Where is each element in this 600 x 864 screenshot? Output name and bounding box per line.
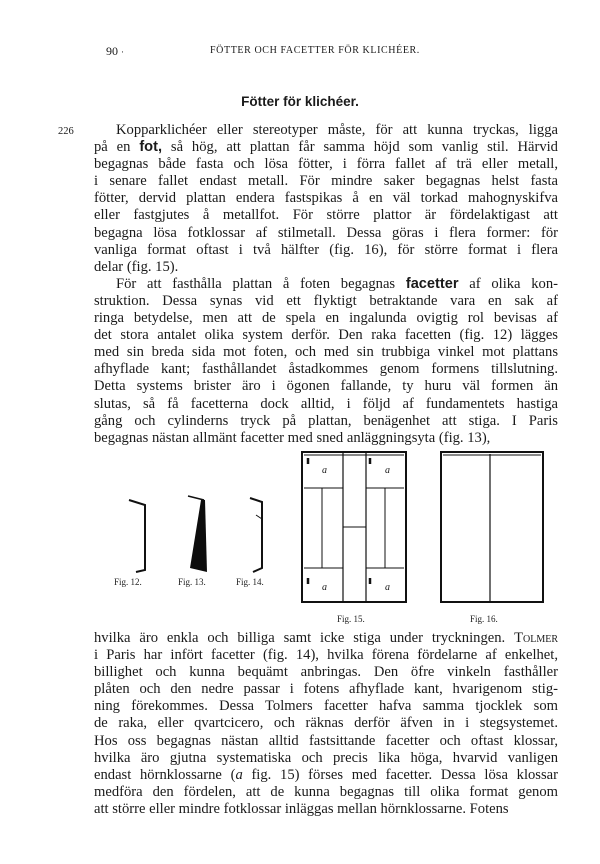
fig16-frame [441, 452, 543, 602]
text-line: delar (fig. 15). [94, 258, 179, 275]
fig12-caption: Fig. 12. [114, 577, 142, 587]
fig15-label-a-top-right: a [385, 465, 390, 476]
text-line: Kopparklichéer eller stereotyper måste, för att kunna tryckas, ligga [116, 122, 558, 138]
figure-12 [114, 500, 145, 587]
page-number: 90 · [106, 44, 124, 58]
fig15-label-a-bottom-left: a [322, 582, 327, 593]
text-line: på en fot, så hög, att plattan får samma höjd som vanlig stil. Härvid [94, 139, 558, 156]
text-line: med sin breda sida mot foten, och med sin trubbiga vinkel mot plattans [94, 344, 558, 361]
text-line: ringa betydelse, men att de spela en ingalunda ovigtig rol bevisas af [94, 310, 558, 327]
figure-14 [236, 498, 264, 587]
text-line: fötter, dervid plattan endera fastspikas å en väl torkad mahognyskifva [94, 190, 558, 207]
text-line: För att fasthålla plattan å foten begagnas facetter af olika kon- [116, 275, 558, 292]
text-line: medföra den fördelen, att de kunna begagnas till olika format genom [94, 783, 558, 800]
text-line: att större eller mindre fotklossar inläggas mellan hörnklossarne. Fotens [94, 800, 509, 817]
text-line: endast hörnklossarne (a fig. 15) förses med facetter. Dessa lösa klossar [94, 766, 558, 783]
text-line: struktion. Dessa synas vid ett flyktigt betraktande vara en sak af [94, 292, 558, 309]
text-line: hvilka äro enkla och billiga samt icke stiga under tryckningen. Tolmer [94, 630, 558, 646]
text-line: slutas, så få facetterna dock alltid, i följd af fundamentets hastiga [94, 395, 558, 412]
text-line: ning förekommes. Dessa Tolmers facetter hafva samma tjocklek som [94, 698, 558, 715]
paragraph-number: 226 [58, 126, 74, 137]
text-line: gång och cylinderns tryck på plattan, benägenhet att stiga. I Paris [94, 412, 558, 429]
fig15-caption: Fig. 15. [337, 614, 365, 624]
text-line: begagnas nästan allmänt facetter med sned anläggningsyta (fig. 13), [94, 429, 491, 446]
body-text-bottom [94, 630, 558, 818]
fig14-facet-outline [250, 498, 262, 572]
figure-13 [178, 496, 207, 587]
text-line: hvilka äro gjutna systematiska och precis lika höga, hvarvid vanligen [94, 749, 558, 766]
fig13-caption: Fig. 13. [178, 577, 206, 587]
text-line: de raka, eller qvartcicero, och räknas derför äfven in i stegsystemet. [94, 715, 558, 732]
text-line: plåten och den nedre passar i fotens afhyflade kant, hvarigenom stig- [94, 681, 558, 698]
section-title: Fötter för klichéer. [241, 94, 359, 109]
text-line: afhyflade kant; fasthållandet åstadkommes genom formens tillslutning. [94, 361, 558, 378]
text-line: Detta systems brister äro i ögonen fallande, ty huru väl formen än [94, 378, 558, 395]
fig15-label-a-bottom-right: a [385, 582, 390, 593]
text-line: billighet och kunna bequämt anbringas. Den öfre vinkeln fasthåller [94, 664, 558, 681]
text-line: i senare fallet endast metall. För mindre saker begagnas helst fasta [94, 173, 558, 190]
fig14-caption: Fig. 14. [236, 577, 264, 587]
text-line: begagna lösa fotklossar af stilmetall. Dessa göras i flera former: för [94, 224, 558, 241]
figure-16 [441, 452, 543, 624]
fig13-facet-shape [190, 500, 207, 572]
text-line: eller fastgjutes å metallfot. För större plattor är fördelaktigast att [94, 207, 558, 224]
text-line: i Paris har infört facetter (fig. 14), hvilka förena fördelarne af enkelhet, [94, 647, 558, 664]
text-line: vanliga format oftast i två hälfter (fig. 16), för större format i flera [94, 241, 558, 258]
figure-15 [302, 452, 406, 624]
text-line: Hos oss begagnas nästan alltid fastsittande facetter och oftast klossar, [94, 732, 558, 749]
fig15-label-a-top-left: a [322, 465, 327, 476]
fig16-caption: Fig. 16. [470, 614, 498, 624]
running-title: FÖTTER OCH FACETTER FÖR KLICHÉER. [210, 45, 420, 56]
text-line: det stora antalet olika system derför. Den raka facetten (fig. 12) lägges [94, 327, 558, 344]
fig12-facet-outline [129, 500, 145, 572]
text-line: begagnas både fasta och lösa fötter, i förra fallet af trä eller metall, [94, 156, 558, 173]
